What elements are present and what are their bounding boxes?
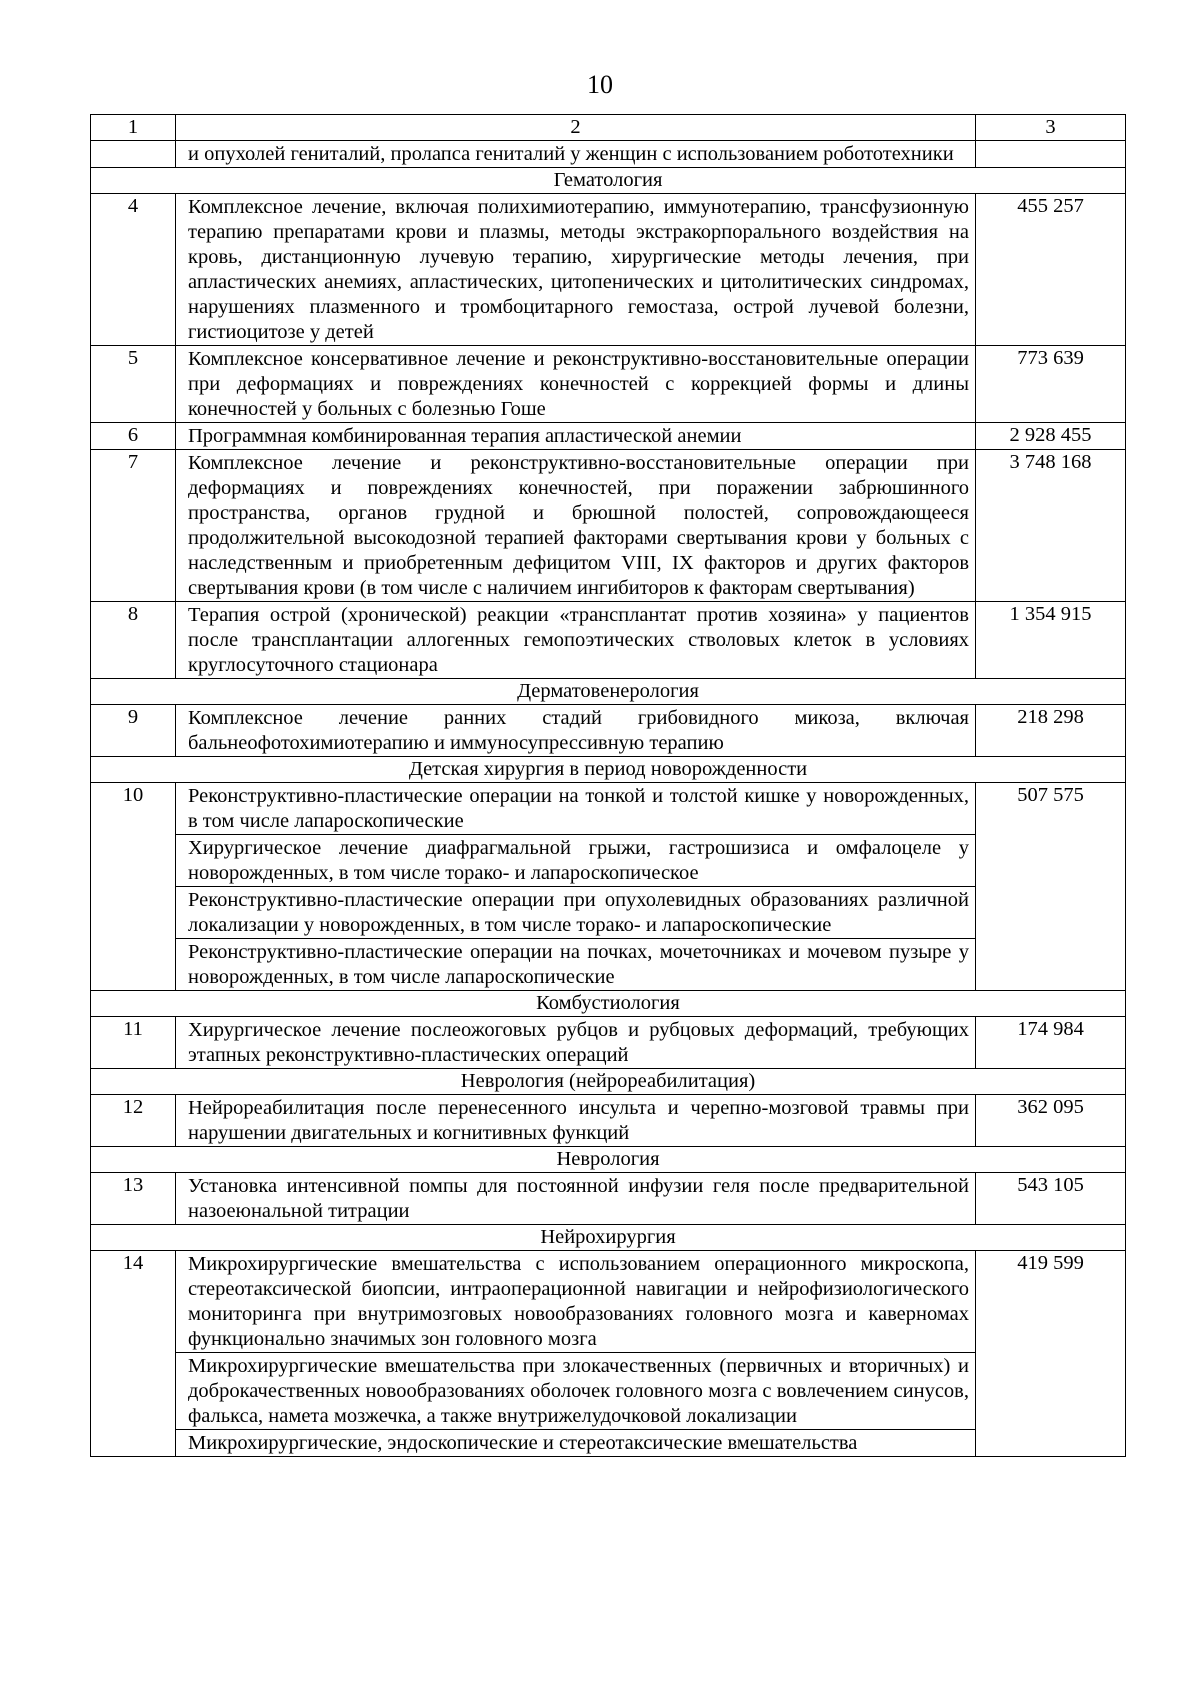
section-header-row [91, 991, 1126, 1017]
table-row [91, 1173, 1126, 1225]
column-header: 2 [176, 115, 976, 141]
row-description-cell [176, 1251, 976, 1457]
table-header-row [91, 115, 1126, 141]
cost-value: 1 354 915 [976, 602, 1126, 679]
cost-value: 455 257 [976, 194, 1126, 346]
row-description-cell [176, 1173, 976, 1225]
treatment-description: Комплексное лечение и реконструктивно-восстановительные операции при деформациях и повреждениях конечностей, при поражении забрюшинного пространства, органов грудной и брюшной полостей, сопровождающееся продолжительной высокодозной терапией факторами свертывания крови у больных с наследственным и приобретенным дефицитом VIII, IX факторов и других факторов свертывания крови (в том числе с наличием ингибиторов к факторам свертывания) [188, 452, 969, 599]
row-number: 11 [91, 1017, 176, 1069]
row-description-cell [176, 450, 976, 602]
row-description-cell [176, 602, 976, 679]
cost-value [976, 141, 1126, 168]
cost-value: 773 639 [976, 346, 1126, 423]
treatment-description: Комплексное лечение ранних стадий грибовидного микоза, включая бальнеофотохимиотерапию и иммуносупрессивную терапию [188, 707, 969, 754]
services-table [90, 114, 1126, 1457]
table-row [91, 194, 1126, 346]
row-description-cell [176, 783, 976, 991]
column-header: 3 [976, 115, 1126, 141]
row-description-cell [176, 1017, 976, 1069]
section-header-row [91, 168, 1126, 194]
cost-value: 507 575 [976, 783, 1126, 991]
treatment-description: Микрохирургические вмешательства при злокачественных (первичных и вторичных) и доброкачественных новообразованиях оболочек головного мозга с вовлечением синусов, фалькса, намета мозжечка, а также внутрижелудочковой локализации [176, 1352, 975, 1429]
table-row [91, 1017, 1126, 1069]
table-row [91, 346, 1126, 423]
row-number: 6 [91, 423, 176, 450]
section-title: Комбустиология [91, 991, 1126, 1017]
section-title: Неврология [91, 1147, 1126, 1173]
section-title: Детская хирургия в период новорожденности [91, 757, 1126, 783]
section-header-row [91, 679, 1126, 705]
row-number: 14 [91, 1251, 176, 1457]
treatment-description: Реконструктивно-пластические операции на почках, мочеточниках и мочевом пузыре у новорожденных, в том числе лапароскопические [176, 938, 975, 990]
cost-value: 174 984 [976, 1017, 1126, 1069]
row-number: 8 [91, 602, 176, 679]
table-row [91, 783, 1126, 991]
section-header-row [91, 1225, 1126, 1251]
table-row [91, 705, 1126, 757]
table-row [91, 1251, 1126, 1457]
cost-value: 218 298 [976, 705, 1126, 757]
table-row [91, 141, 1126, 168]
treatment-description: Комплексное консервативное лечение и реконструктивно-восстановительные операции при деформациях и повреждениях конечностей с коррекцией формы и длины конечностей у больных с болезнью Гоше [188, 348, 969, 420]
row-number: 5 [91, 346, 176, 423]
row-number [91, 141, 176, 168]
section-title: Неврология (нейрореабилитация) [91, 1069, 1126, 1095]
treatment-description: Установка интенсивной помпы для постоянной инфузии геля после предварительной назоеюнальной титрации [188, 1175, 969, 1222]
table-row [91, 423, 1126, 450]
treatment-description: Реконструктивно-пластические операции на тонкой и толстой кишке у новорожденных, в том числе лапароскопические [188, 785, 969, 832]
row-number: 13 [91, 1173, 176, 1225]
treatment-description: Нейрореабилитация после перенесенного инсульта и черепно-мозговой травмы при нарушении двигательных и когнитивных функций [188, 1097, 969, 1144]
table-row [91, 602, 1126, 679]
treatment-description: Хирургическое лечение послеожоговых рубцов и рубцовых деформаций, требующих этапных реконструктивно-пластических операций [188, 1019, 969, 1066]
row-number: 10 [91, 783, 176, 991]
table-row [91, 1095, 1126, 1147]
table-row [91, 450, 1126, 602]
treatment-description: и опухолей гениталий, пролапса гениталий у женщин с использованием робототехники [188, 143, 954, 165]
row-number: 7 [91, 450, 176, 602]
row-description-cell [176, 423, 976, 450]
row-description-cell [176, 194, 976, 346]
row-number: 9 [91, 705, 176, 757]
row-description-cell [176, 346, 976, 423]
cost-value: 362 095 [976, 1095, 1126, 1147]
cost-value: 543 105 [976, 1173, 1126, 1225]
treatment-description: Микрохирургические, эндоскопические и стереотаксические вмешательства [176, 1429, 975, 1456]
row-number: 4 [91, 194, 176, 346]
section-title: Гематология [91, 168, 1126, 194]
row-description-cell [176, 1095, 976, 1147]
section-header-row [91, 1147, 1126, 1173]
treatment-description: Комплексное лечение, включая полихимиотерапию, иммунотерапию, трансфузионную терапию препаратами крови и плазмы, методы экстракорпорального воздействия на кровь, дистанционную лучевую терапию, хирургические методы лечения, при апластических анемиях, апластических, цитопенических и цитолитических синдромах, нарушениях плазменного и тромбоцитарного гемостаза, острой лучевой болезни, гистиоцитозе у детей [188, 196, 969, 343]
treatment-description: Программная комбинированная терапия апластической анемии [188, 425, 742, 447]
row-description-cell [176, 705, 976, 757]
column-header: 1 [91, 115, 176, 141]
treatment-description: Реконструктивно-пластические операции при опухолевидных образованиях различной локализации у новорожденных, в том числе торако- и лапароскопические [176, 886, 975, 938]
section-header-row [91, 757, 1126, 783]
cost-value: 419 599 [976, 1251, 1126, 1457]
cost-value: 2 928 455 [976, 423, 1126, 450]
cost-value: 3 748 168 [976, 450, 1126, 602]
treatment-description: Хирургическое лечение диафрагмальной грыжи, гастрошизиса и омфалоцеле у новорожденных, в том числе торако- и лапароскопическое [176, 834, 975, 886]
section-title: Дерматовенерология [91, 679, 1126, 705]
row-number: 12 [91, 1095, 176, 1147]
row-description-cell [176, 141, 976, 168]
section-title: Нейрохирургия [91, 1225, 1126, 1251]
section-header-row [91, 1069, 1126, 1095]
treatment-description: Микрохирургические вмешательства с использованием операционного микроскопа, стереотаксической биопсии, интраоперационной навигации и нейрофизиологического мониторинга при внутримозговых новообразованиях головного мозга и каверномах функционально значимых зон головного мозга [188, 1253, 969, 1350]
page-number: 10 [587, 70, 613, 99]
treatment-description: Терапия острой (хронической) реакции «трансплантат против хозяина» у пациентов после трансплантации аллогенных гемопоэтических стволовых клеток в условиях круглосуточного стационара [188, 604, 969, 676]
